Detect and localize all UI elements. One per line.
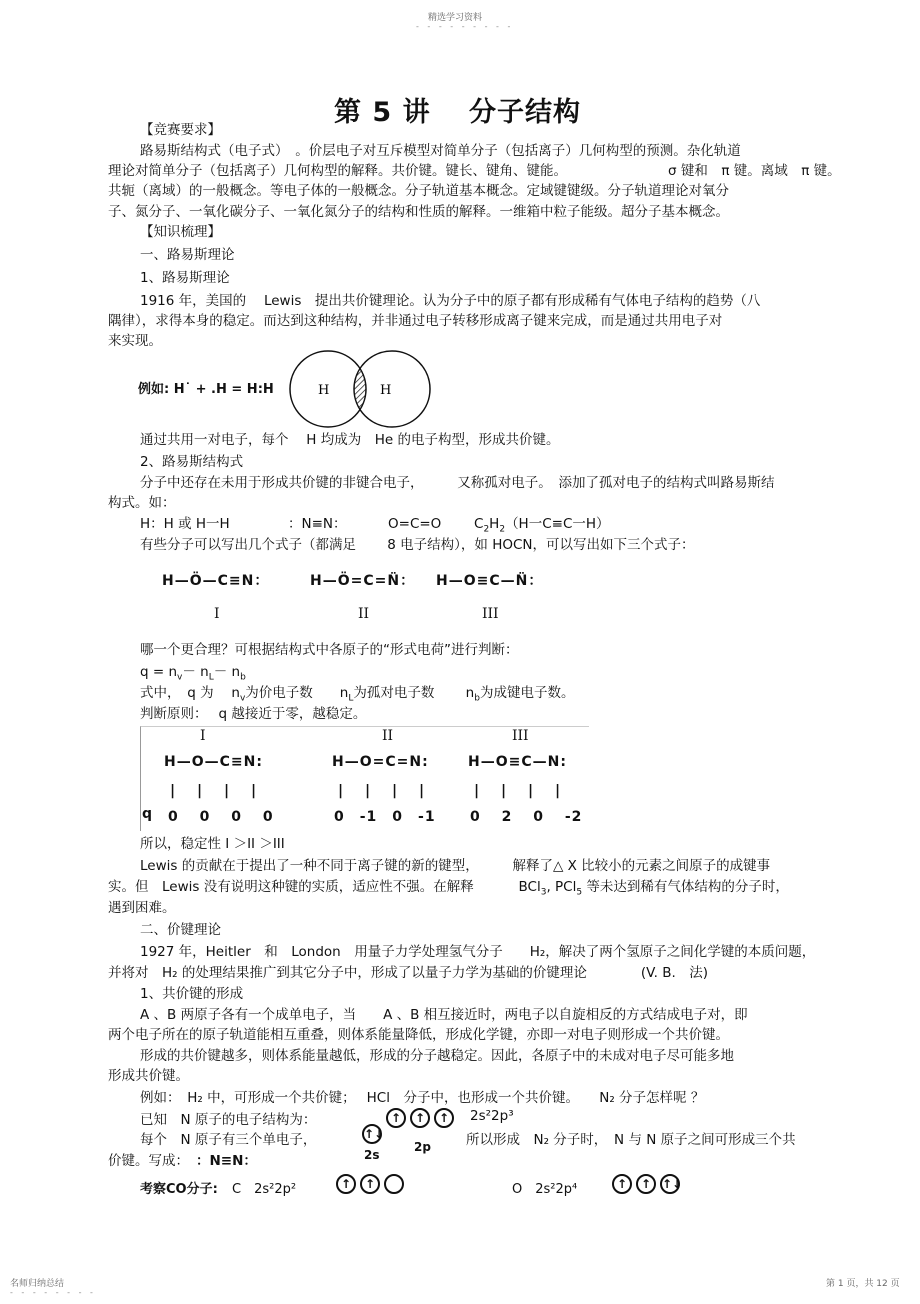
formula-explanation: 式中， q 为 $n_v$为价电子数 $n_L$为孤对电子数 $n_b$为成键电子数。 (140, 685, 575, 704)
table-q-label: q (142, 806, 154, 822)
header-dashes: - - - - - - - - - (416, 22, 514, 31)
orbital-label-2s: 2s (364, 1148, 380, 1162)
paragraph-line: 哪一个更合理？可根据结构式中各原子的“形式电荷”进行判断： (140, 642, 519, 658)
hocn-structure-1: H—Ö—C≡N： (162, 573, 270, 589)
circle-label-h1: H (318, 383, 330, 398)
stability-conclusion: 所以，稳定性 I ＞II ＞III (140, 836, 285, 852)
paragraph-line: 每个 N 原子有三个单电子， (140, 1132, 317, 1148)
roman-label-3: III (482, 606, 499, 622)
orbital-o-2: ↑ (636, 1174, 656, 1194)
subsection-heading: 2、路易斯结构式 (140, 454, 244, 470)
paragraph-line: 1927 年，Heitler 和 London 用量子力学处理氢气分子 H₂，解决了两个氢原子之间化学键的本质问题， (140, 944, 816, 960)
section-heading-requirements: 【竞赛要求】 (140, 122, 221, 138)
paragraph-line: 遇到困难。 (108, 900, 176, 916)
paragraph-line: 形成的共价键越多，则体系能量越低，形成的分子越稳定。因此，各原子中的未成对电子尽可能多地 (140, 1048, 734, 1064)
example-n2: ：N≡N： (288, 516, 347, 532)
hocn-structure-3: H—O≡C—N̈： (436, 573, 544, 589)
paragraph-line: Lewis 的贡献在于提出了一种不同于离子键的新的键型， 解释了△ X 比较小的元素之间原子的成键事 (140, 858, 771, 874)
paragraph-line: 1916 年，美国的 Lewis 提出共价键理论。认为分子中的原子都有形成稀有气体电子结构的趋势（八 (140, 293, 761, 309)
orbital-2s-paired: ↑↓ (362, 1124, 382, 1144)
requirements-line: 路易斯结构式（电子式） 。价层电子对互斥模型对简单分子（包括离子）几何构型的预测。杂化轨道 (140, 143, 741, 159)
orbital-2p-1: ↑ (386, 1108, 406, 1128)
paragraph-line: 通过共用一对电子，每个 H 均成为 He 的电子构型，形成共价键。 (140, 432, 560, 448)
paragraph-line: 例如： H₂ 中，可形成一个共价键； HCl 分子中，也形成一个共价键。 N₂ 分子怎样呢 ？ (140, 1090, 705, 1106)
table-structure-3: H—O≡C—N: (468, 754, 567, 770)
section-heading: 二、价键理论 (140, 922, 221, 938)
requirements-line: 理论对简单分子（包括离子）几何构型的解释。共价键。键长、键角、键能。 (108, 163, 567, 179)
orbital-2p-2: ↑ (410, 1108, 430, 1128)
roman-label-2: II (358, 606, 370, 622)
paragraph-line: A 、B 两原子各有一个成单电子，当 A 、B 相互接近时，两电子以自旋相反的方式结成电子对，即 (140, 1007, 748, 1023)
paragraph-line: 有些分子可以写出几个式子（都满足 8 电子结构），如 HOCN，可以写出如下三个式子： (140, 537, 695, 553)
table-bars-3: | | | | (474, 783, 562, 799)
paragraph-line: 构式。如： (108, 495, 176, 511)
table-values-3: 0 2 0 -2 (470, 809, 583, 825)
table-structure-2: H—O=C=N: (332, 754, 429, 770)
co-carbon-config: C 2s²2p² (232, 1182, 297, 1197)
n2-triple-bond: ：N≡N： (196, 1153, 257, 1169)
subsection-heading: 1、路易斯理论 (140, 270, 230, 286)
section-heading: 一、路易斯理论 (140, 247, 235, 263)
page-title: 第 5 讲 分子结构 (334, 97, 581, 128)
orbital-label-2p: 2p (414, 1140, 431, 1154)
example-co2: O=C=O (388, 516, 442, 532)
paragraph-line: 并将对 H₂ 的处理结果推广到其它分子中，形成了以量子力学为基础的价键理论 (V. B. 法) (108, 965, 709, 981)
formal-charge-formula: $q = n_v- n_L- n_b$ (140, 664, 246, 683)
table-roman-1: I (200, 728, 206, 744)
paragraph-line: 判断原则： q 越接近于零，越稳定。 (140, 706, 367, 722)
co-label: 考察CO分子: (140, 1182, 218, 1197)
subsection-heading: 1、共价键的形成 (140, 986, 244, 1002)
table-roman-3: III (512, 728, 529, 744)
page-header: 精选学习资料 (428, 13, 483, 23)
paragraph-line: 两个电子所在的原子轨道能相互重叠，则体系能量降低，形成化学键，亦即一对电子则形成一个共价键。 (108, 1027, 729, 1043)
table-values-1: 0 0 0 0 (168, 809, 274, 825)
example-c2h2: $C_2H_2(H$一C≡C一H） (474, 516, 610, 535)
orbital-o-3-paired: ↑↓ (660, 1174, 680, 1194)
table-roman-2: II (382, 728, 394, 744)
requirements-line: 共轭（离域）的一般概念。等电子体的一般概念。分子轨道基本概念。定域键键级。分子轨道理论对氧分 (108, 183, 729, 199)
hydrogen-example-label: 例如: H˙ + .H = H:H (138, 382, 274, 397)
paragraph-line: 价键。写成： (108, 1153, 189, 1169)
table-values-2: 0 -1 0 -1 (334, 809, 436, 825)
orbital-c-1: ↑ (336, 1174, 356, 1194)
footer-left-text: 名师归纳总结 (10, 1279, 65, 1289)
roman-label-1: I (214, 606, 220, 622)
table-bars-1: | | | | (170, 783, 258, 799)
orbital-c-2: ↑ (360, 1174, 380, 1194)
paragraph-line: 隅律），求得本身的稳定。而达到这种结构，并非通过电子转移形成离子键来完成，而是通过共用电子对 (108, 313, 723, 329)
section-heading-knowledge: 【知识梳理】 (140, 224, 221, 240)
n-electron-config: 2s²2p³ (470, 1108, 514, 1124)
hocn-structure-2: H—Ö=C=N̈： (310, 573, 416, 589)
requirements-line: σ 键和 π 键。离域 π 键。 (668, 163, 841, 179)
orbital-c-3-empty (384, 1174, 404, 1194)
paragraph-line: 来实现。 (108, 333, 162, 349)
orbital-2p-3: ↑ (434, 1108, 454, 1128)
table-bars-2: | | | | (338, 783, 426, 799)
footer-dashes: - - - - - - - - (10, 1288, 96, 1297)
paragraph-line: 所以形成 N₂ 分子时， N 与 N 原子之间可形成三个共 (466, 1132, 796, 1148)
circle-label-h2: H (380, 383, 392, 398)
co-oxygen-config: O 2s²2p⁴ (512, 1182, 578, 1197)
paragraph-line: 已知 N 原子的电子结构为： (140, 1112, 317, 1128)
orbital-o-1: ↑ (612, 1174, 632, 1194)
paragraph-line: 形成共价键。 (108, 1068, 189, 1084)
example-hh: H：H 或 H一H (140, 516, 230, 532)
page-number: 第 1 页，共 12 页 (826, 1279, 900, 1289)
orbital-overlap-diagram (282, 348, 438, 430)
table-structure-1: H—O—C≡N: (164, 754, 263, 770)
requirements-line: 子、氮分子、一氧化碳分子、一氧化氮分子的结构和性质的解释。一维箱中粒子能级。超分子基本概念。 (108, 204, 729, 220)
paragraph-line: 实。但 Lewis 没有说明这种键的实质，适应性不强。在解释 BCl$_3$, PCl$_5$ 等未达到稀有气体结构的分子时， (108, 879, 789, 898)
paragraph-line: 分子中还存在未用于形成共价键的非键合电子， 又称孤对电子。 添加了孤对电子的结构式叫路易斯结 (140, 475, 775, 491)
